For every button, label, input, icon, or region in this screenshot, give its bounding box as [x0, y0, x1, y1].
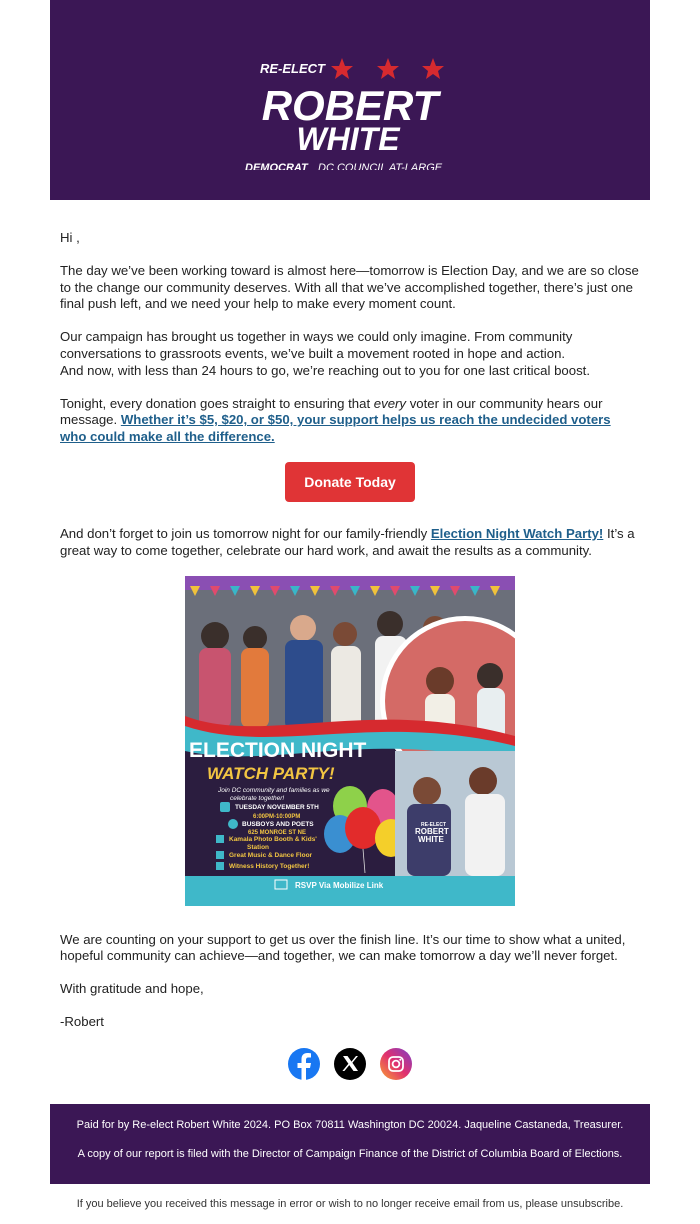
paragraph-closing: We are counting on your support to get us over the finish line. It’s our time to show what a united, hopeful community can achieve—and together, we can make tomorrow a day we’ll never forget. [60, 931, 626, 964]
logo-office: DC COUNCIL AT-LARGE [318, 162, 443, 170]
flyer-title: ELECTION NIGHT [189, 738, 367, 762]
campaign-logo [240, 30, 460, 170]
flyer-shirt-name-2: WHITE [418, 834, 444, 844]
email-body [50, 200, 650, 1080]
closing-line: With gratitude and hope, [60, 981, 204, 997]
donate-row [60, 462, 640, 502]
logo-first-name: ROBERT [261, 82, 439, 129]
flyer-check-2: Great Music & Dance Floor [229, 851, 313, 859]
flyer-check-1b: Station [247, 843, 270, 851]
email-container [50, 0, 650, 1224]
watch-party-text-end: It’s a great way to come together, celebrate our hard work, and await the results as a community. [60, 525, 635, 558]
paid-for-line: Paid for by Re-elect Robert White 2024. PO Box 70811 Washington DC 20024. Jaqueline Castaneda, Treasurer. [76, 1118, 624, 1131]
flyer-check-3: Witness History Together! [229, 862, 310, 870]
paragraph-watch-party [60, 526, 640, 559]
footer-disclaimer [50, 1104, 650, 1184]
location-pin-icon [228, 819, 238, 829]
donation-text-start: Tonight, every donation goes straight to ensuring that [60, 395, 374, 411]
x-icon[interactable] [334, 1048, 366, 1080]
donation-amount-link[interactable]: Whether it’s $5, $20, or $50, your support helps us reach the undecided voters who could make all the difference. [60, 412, 611, 444]
flyer-time: 6:00PM-10:00PM [253, 813, 301, 820]
donate-button[interactable]: Donate Today [285, 462, 415, 502]
flyer-rsvp: RSVP Via Mobilize Link [295, 880, 384, 890]
flyer-check-1: Kamala Photo Booth & Kids' [229, 835, 317, 843]
flyer-date: TUESDAY NOVEMBER 5TH [235, 803, 319, 811]
watch-party-text-start: And don’t forget to join us tomorrow night for our family-friendly [60, 525, 431, 541]
unsubscribe-notice[interactable]: If you believe you received this message in error or wish to no longer receive email from us, please unsubscribe. [76, 1197, 624, 1210]
flyer-subtitle: WATCH PARTY! [207, 763, 335, 783]
flyer-venue: BUSBOYS AND POETS [242, 820, 314, 828]
header-banner [50, 0, 650, 200]
balloons-icon [324, 786, 407, 873]
checkbox-icon [216, 851, 224, 859]
calendar-icon [220, 802, 230, 812]
flyer-address: 625 MONROE ST NE [248, 829, 307, 836]
report-line: A copy of our report is filed with the Director of Campaign Finance of the District of Columbia Board of Elections. [77, 1147, 623, 1160]
signature: -Robert [60, 1014, 104, 1030]
donation-text-emphasis: every [373, 395, 407, 411]
logo-stars [331, 58, 444, 79]
social-links [60, 1048, 640, 1080]
paragraph-intro: The day we’ve been working toward is almost here—tomorrow is Election Day, and we are so close to the change our community deserves. With all that we’ve accomplished together, there’s just one final push left, and we need your help to make every moment count. [60, 263, 639, 312]
logo-last-name: WHITE [296, 121, 400, 157]
flyer-shirt-name-1: ROBERT [415, 826, 449, 836]
donation-text-mid: voter in our community hears our message. [60, 395, 603, 428]
paragraph-campaign-a: Our campaign has brought us together in ways we could only imagine. From community conversations to grassroots events, we’ve built a movement rooted in hope and action. [60, 329, 573, 361]
flyer-tagline-2: celebrate together! [230, 794, 285, 802]
checkbox-icon [216, 835, 224, 843]
checkbox-icon [216, 862, 224, 870]
flyer-shirt-reelect: RE-ELECT [421, 821, 446, 828]
instagram-icon[interactable] [380, 1048, 412, 1080]
facebook-icon[interactable] [288, 1048, 320, 1080]
paragraph-campaign [60, 329, 640, 379]
logo-party: DEMOCRAT [245, 162, 308, 170]
flyer-tagline-1: Join DC community and families as we [218, 786, 330, 794]
watch-party-flyer[interactable] [185, 576, 515, 906]
paragraph-donation [60, 396, 640, 446]
greeting: Hi , [60, 230, 80, 245]
paragraph-campaign-b: And now, with less than 24 hours to go, we’re reaching out to you for one last critical boost. [60, 362, 590, 378]
watch-party-link[interactable]: Election Night Watch Party! [430, 525, 604, 541]
logo-reelect: RE-ELECT [260, 61, 325, 76]
